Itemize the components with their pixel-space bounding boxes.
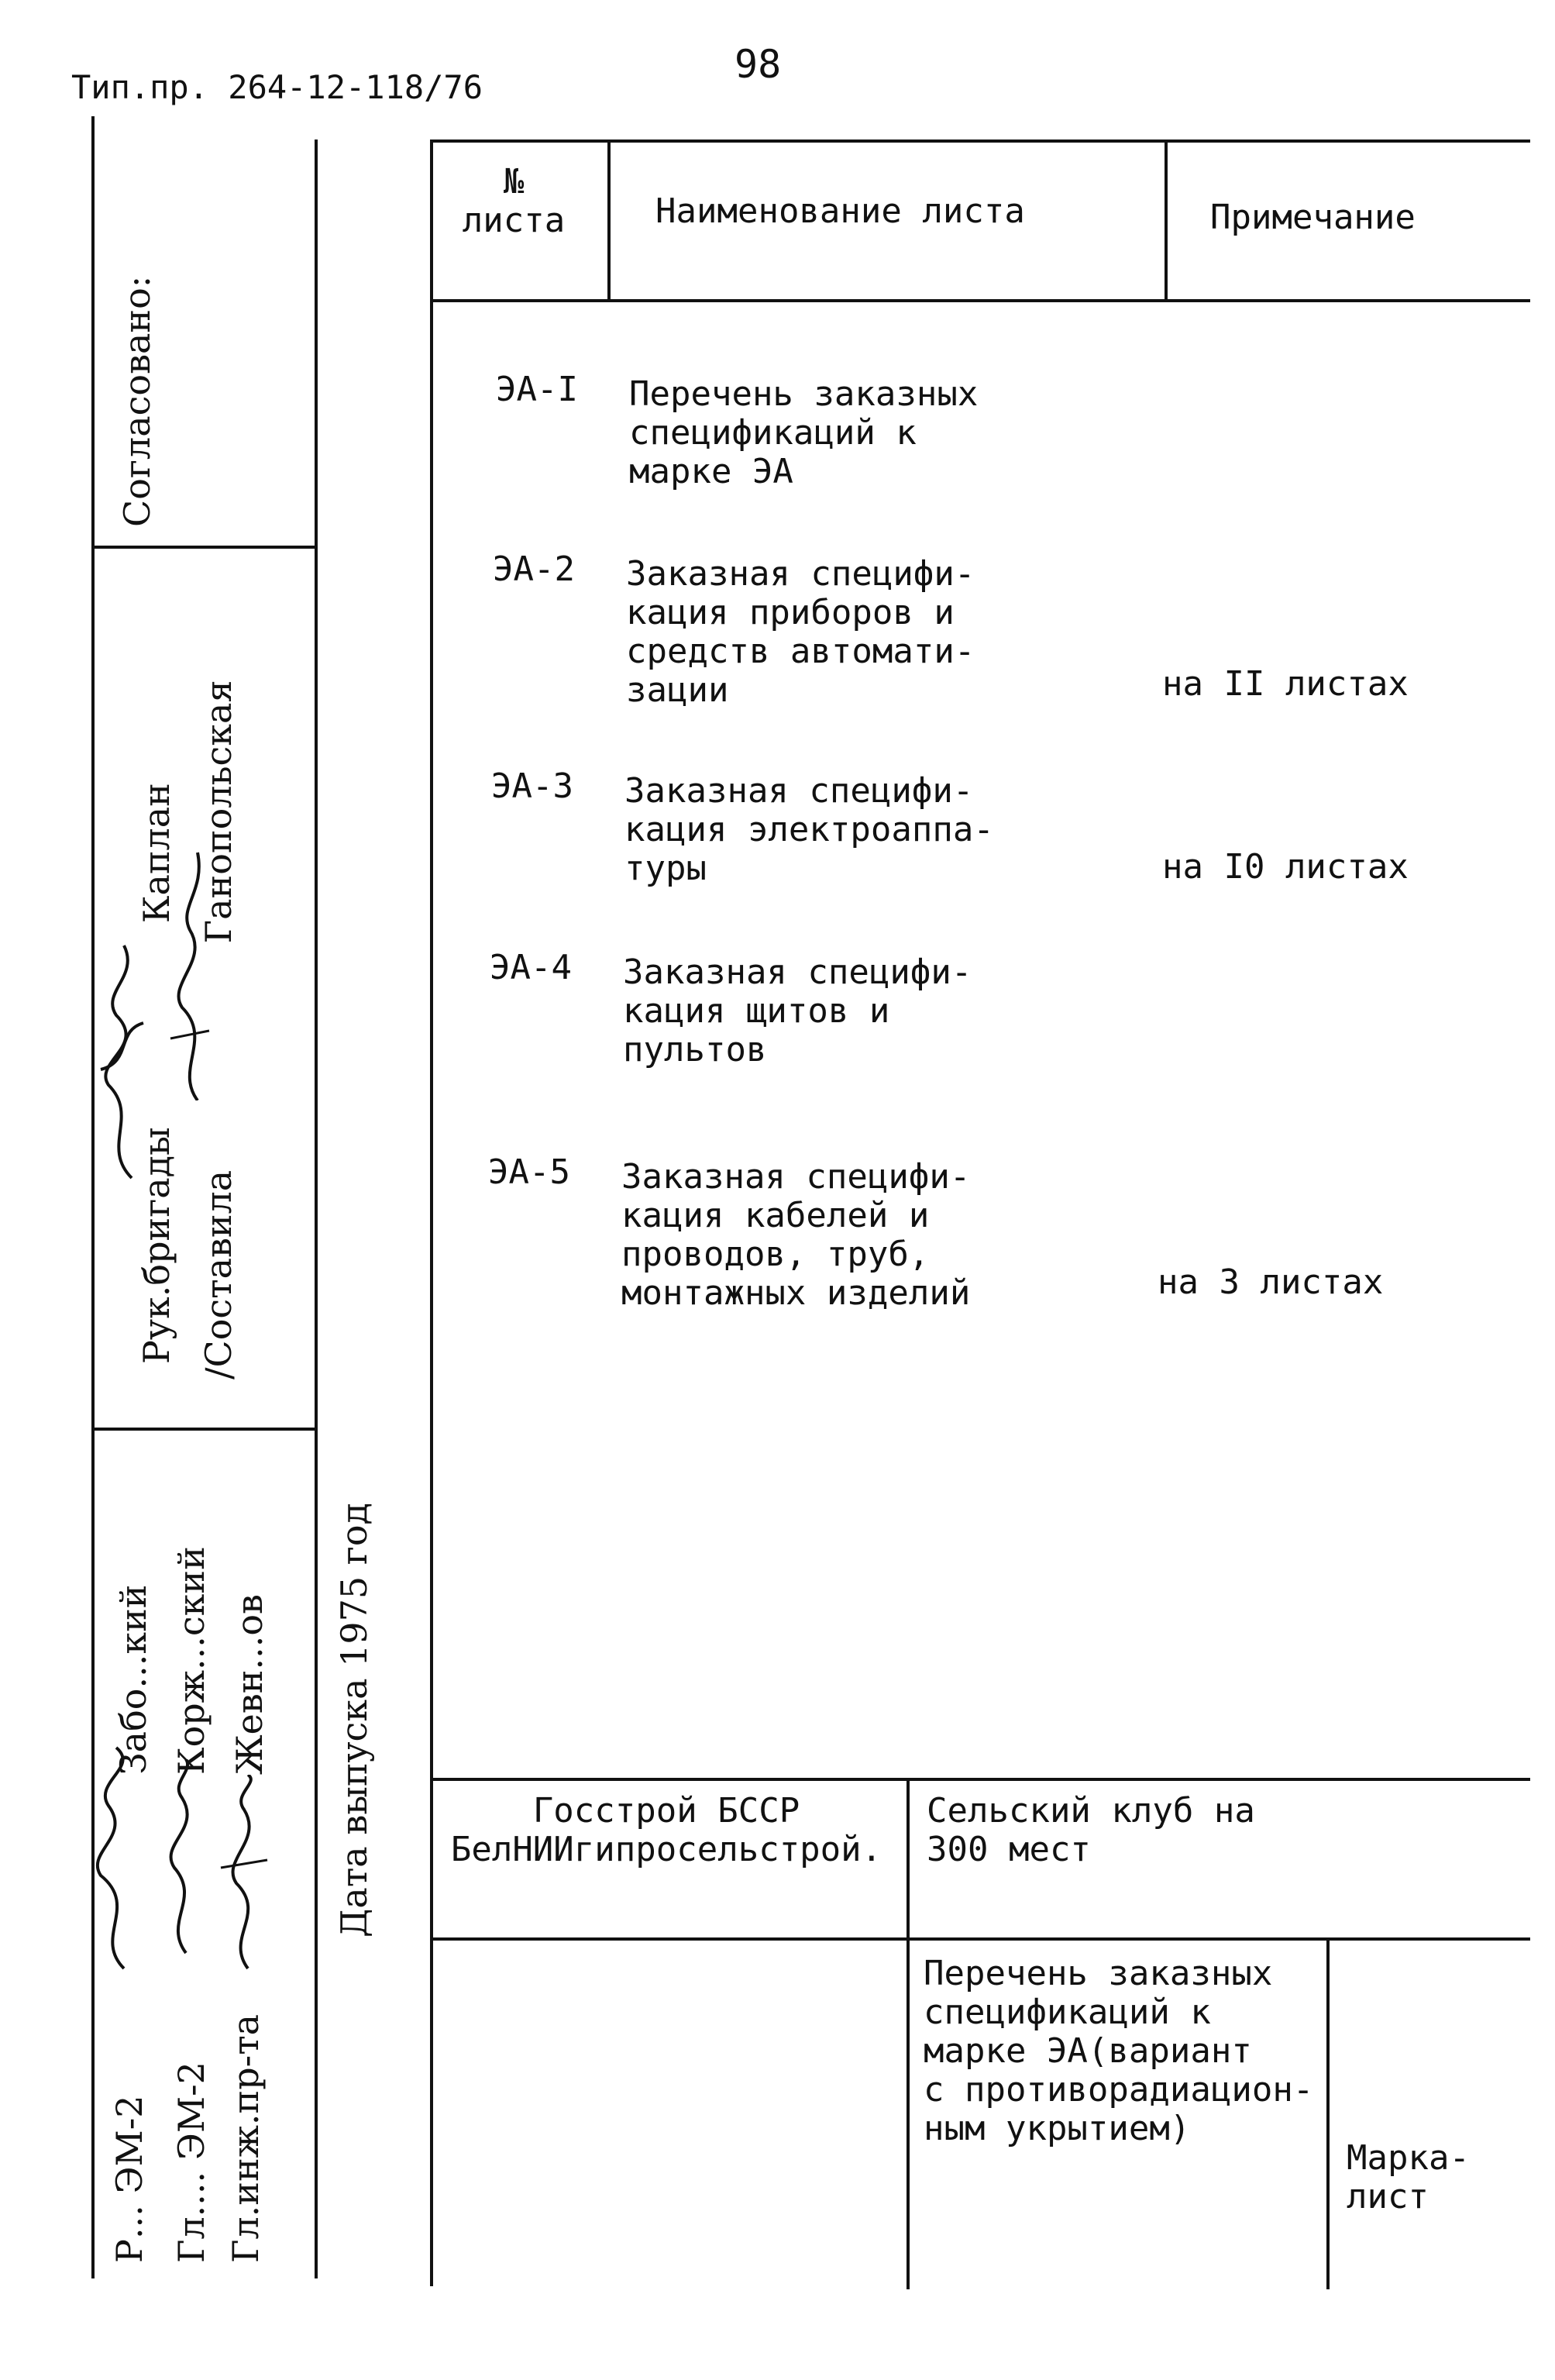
table-top-border — [430, 139, 1530, 143]
row-1-name: Перечень заказных спецификаций к марке ЭА — [629, 374, 979, 491]
side-divider-1 — [91, 546, 316, 549]
row-3-note: на I0 листах — [1162, 847, 1409, 887]
col-divider-1 — [607, 139, 611, 301]
row-5-note: на 3 листах — [1158, 1262, 1384, 1302]
stamp-top-border — [430, 1778, 1530, 1781]
stamp-mark-divider — [1326, 1937, 1330, 2289]
stamp-organization: Госстрой БССР БелНИИгипросельстрой. — [450, 1791, 882, 1869]
row-2-name: Заказная специфи- кация приборов и средств автомати- зации — [626, 554, 975, 710]
document-code: Тип.пр. 264-12-118/76 — [71, 68, 483, 106]
stamp-mark-sheet: Марка- лист — [1347, 2138, 1470, 2216]
name-2: Корж...ский — [170, 1546, 212, 1775]
row-2-number: ЭА-2 — [493, 549, 575, 589]
signature-zhevn — [205, 1775, 283, 1976]
row-5-name: Заказная специфи- кация кабелей и проводов, труб, монтажных изделий — [621, 1157, 971, 1313]
role-3: Гл.инж.пр-та — [225, 2013, 267, 2263]
name-1: Забо...кий — [112, 1584, 154, 1775]
row-4-number: ЭА-4 — [490, 948, 572, 987]
signature-kaplan — [85, 930, 155, 1186]
stamp-sheet-title: Перечень заказных спецификаций к марке ЭА(вариант с противорадиацион- ным укрытием) — [924, 1954, 1314, 2148]
table-header-bottom — [430, 299, 1530, 302]
row-1-number: ЭА-I — [496, 370, 578, 409]
header-sheet-number: № листа — [462, 162, 566, 240]
row-3-number: ЭА-3 — [491, 766, 573, 806]
side-border-right — [315, 139, 318, 2278]
brigade-row: Рук.бригады Каплан — [136, 783, 177, 1364]
stamp-project: Сельский клуб на 300 мест — [927, 1791, 1255, 1869]
row-5-number: ЭА-5 — [488, 1152, 570, 1192]
row-3-name: Заказная специфи- кация электроаппа- туры — [624, 771, 994, 888]
release-date: Дата выпуска 1975 год — [333, 1503, 375, 1937]
name-3: Жевн...ов — [229, 1594, 270, 1775]
table-left-border — [430, 139, 433, 2286]
col-divider-2 — [1165, 139, 1168, 301]
header-sheet-name: Наименование листа — [655, 191, 1025, 231]
role-1: Р... ЭМ-2 — [108, 2095, 150, 2263]
agreed-label: Согласовано: — [116, 275, 158, 527]
stamp-col-divider — [907, 1778, 910, 2289]
signature-zabo — [70, 1744, 155, 1976]
page-number: 98 — [734, 42, 782, 87]
row-4-name: Заказная специфи- кация щитов и пультов — [623, 952, 972, 1069]
side-divider-2 — [91, 1428, 316, 1431]
signature-ganopolskaya — [155, 845, 225, 1100]
stamp-mid-border — [430, 1937, 1530, 1941]
compiled-row: /Составила Ганопольская — [198, 680, 239, 1379]
header-note: Примечание — [1210, 198, 1416, 237]
role-2: Гл.... ЭМ-2 — [170, 2061, 212, 2263]
row-2-note: на II листах — [1162, 664, 1409, 704]
